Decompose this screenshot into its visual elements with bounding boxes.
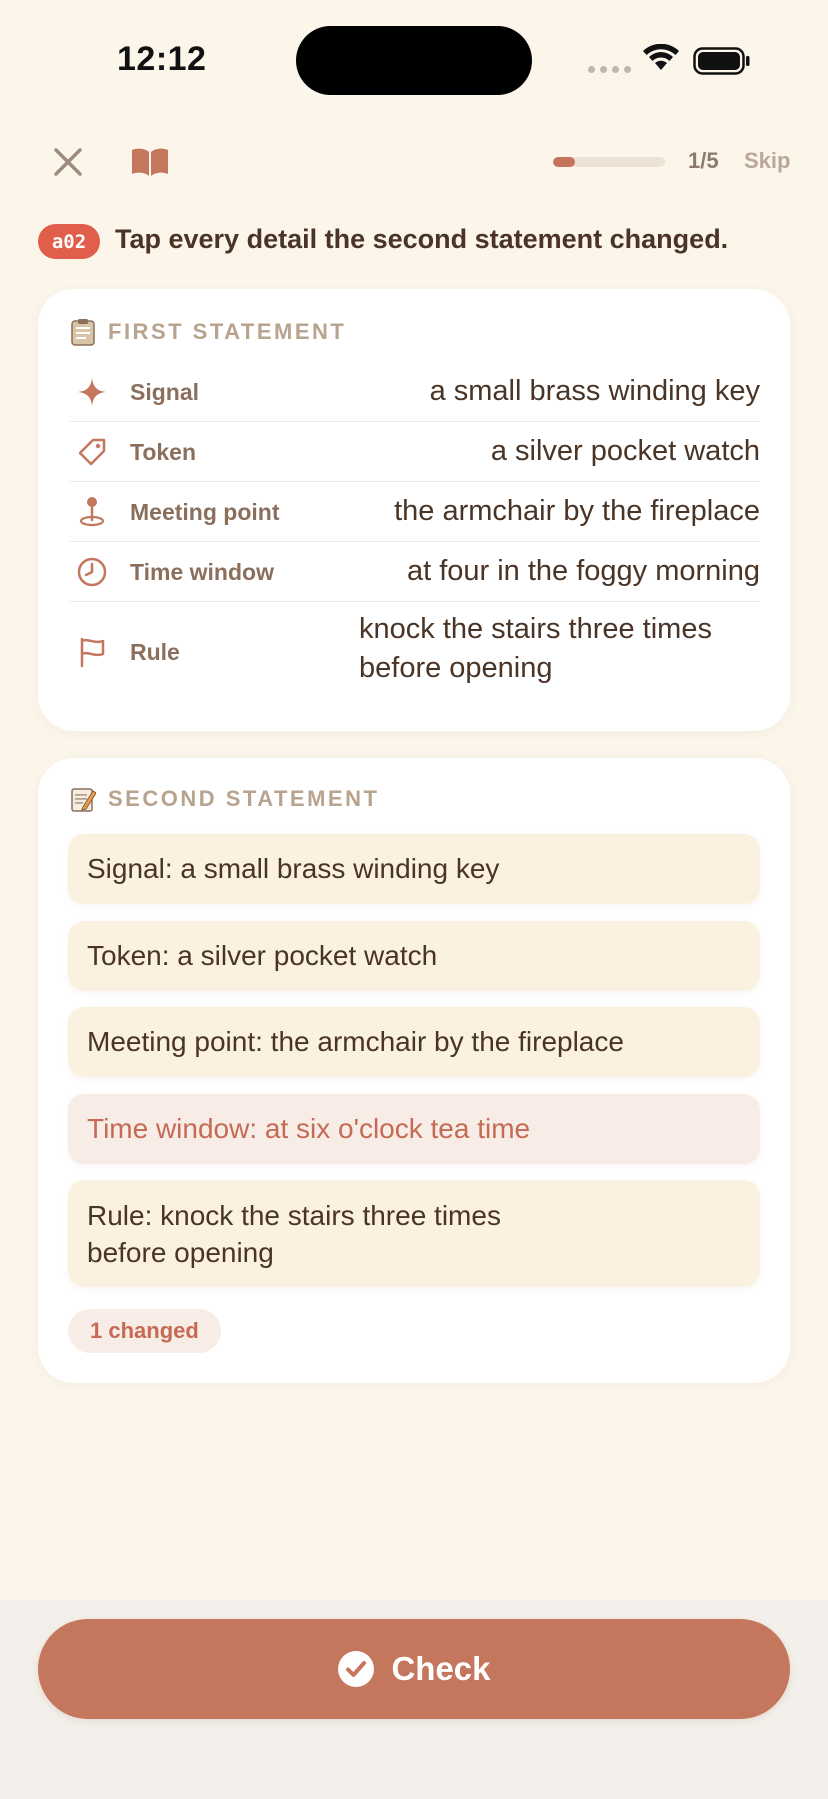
fact-row-time-window [70, 542, 760, 602]
progress-fill [553, 157, 575, 167]
statement-item-line: before opening [87, 1236, 274, 1268]
fact-value: a silver pocket watch [490, 435, 760, 467]
fact-row-rule [70, 602, 760, 700]
fact-value: at four in the foggy morning [406, 555, 760, 587]
status-time: 12:12 [117, 40, 207, 78]
statement-item-text: Token: a silver pocket watch [87, 940, 438, 971]
fact-label: Rule [130, 639, 180, 665]
fact-value-line: knock the stairs three times [359, 613, 712, 645]
tag-icon [76, 436, 108, 468]
progress-count: 1/5 [688, 148, 719, 173]
skip-button[interactable]: Skip [744, 148, 791, 173]
second-statement-header [70, 785, 379, 813]
fact-label: Signal [130, 379, 200, 405]
fact-row-meeting-point [70, 482, 760, 542]
first-statement-card [38, 289, 790, 731]
changed-count-badge: 1 changed [68, 1309, 221, 1353]
statement-item[interactable] [68, 921, 760, 991]
fact-row-token [70, 422, 760, 482]
fact-value: a small brass winding key [429, 375, 760, 407]
fact-value [359, 610, 712, 688]
first-statement-title: FIRST STATEMENT [108, 319, 347, 344]
check-button-label: Check [391, 1650, 491, 1687]
prompt-text: Tap every detail the second statement changed. [115, 224, 729, 254]
fact-row-signal [70, 362, 760, 422]
statement-item-text: Time window: at six o'clock tea time [87, 1113, 531, 1144]
map-pin-icon [76, 495, 108, 527]
statement-item[interactable] [68, 1180, 760, 1287]
statement-item-text: Meeting point: the armchair by the fireplace [87, 1026, 624, 1057]
cellular-signal-icon [588, 66, 631, 73]
check-button[interactable] [38, 1619, 790, 1719]
statement-item-text [87, 1197, 501, 1271]
wifi-icon [642, 44, 680, 72]
fact-value: the armchair by the fireplace [394, 495, 760, 527]
first-statement-header [70, 318, 346, 346]
battery-icon [693, 47, 751, 75]
clipboard-icon [70, 318, 96, 346]
statement-item-changed[interactable] [68, 1094, 760, 1164]
close-icon[interactable] [50, 144, 86, 180]
sparkle-icon [76, 376, 108, 408]
flag-icon [76, 636, 108, 668]
second-statement-card [38, 758, 790, 1383]
status-bar [0, 0, 828, 120]
clock-icon [76, 556, 108, 588]
check-circle-icon [337, 1650, 375, 1688]
statement-item-text: Signal: a small brass winding key [87, 853, 500, 884]
statement-item-line: Rule: knock the stairs three times [87, 1199, 501, 1231]
statement-item[interactable] [68, 1007, 760, 1077]
fact-label: Time window [130, 559, 274, 585]
fact-label: Token [130, 439, 197, 465]
fact-value-line: before opening [359, 652, 553, 684]
task-badge: a02 [38, 224, 100, 259]
dynamic-island [296, 26, 532, 95]
statement-item[interactable] [68, 834, 760, 904]
book-icon[interactable] [130, 146, 170, 178]
second-statement-title: SECOND STATEMENT [108, 786, 380, 811]
fact-label: Meeting point [130, 499, 280, 525]
memo-icon [70, 785, 96, 813]
progress-bar [553, 157, 665, 167]
